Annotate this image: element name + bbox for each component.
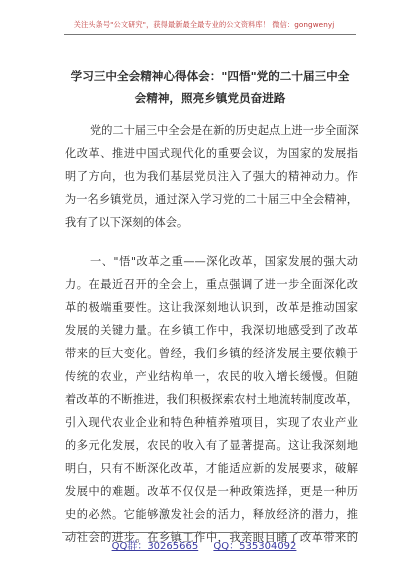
body-text-line: 史的必然。它能够激发社会的活力，释放经济的潜力，推 <box>65 508 358 521</box>
body-text-line: 革的极端重要性。这让我深刻地认识到，改革是推动国家 <box>65 301 358 314</box>
body-text-line: 我有了以下深刻的体会。 <box>65 216 189 229</box>
body-text-line: 动社会的进步。在乡镇工作中，我亲眼目睹了改革带来的 <box>65 531 358 544</box>
body-text-line: 明了方向，也为我们基层党员注入了强大的精神动力。作 <box>65 170 358 183</box>
body-text-line: 一、"悟"改革之重——深化改革，国家发展的强大动 <box>90 255 358 268</box>
body-text-line: 传统的农业，产业结构单一，农民的收入增长缓慢。但随 <box>65 370 358 383</box>
page-header-banner: 关注头条号"公文研究"，获得最新最全最专业的公文资料库！ 微信：gongwenyj <box>73 20 335 29</box>
footer-qq-group[interactable]: QQ群：30265665 <box>111 541 199 552</box>
body-text-line: 的多元化发展，农民的收入有了显著提高。这让我深刻地 <box>65 439 358 452</box>
document-title-line-1: 学习三中全会精神心得体会："四悟"党的二十届三中全 <box>70 69 350 83</box>
document-title-line-2: 会精神，照亮乡镇党员奋进路 <box>134 91 286 105</box>
body-text-line: 力。在最近召开的全会上，重点强调了进一步全面深化改 <box>65 278 358 291</box>
body-text-line: 带来的巨大变化。曾经，我们乡镇的经济发展主要依赖于 <box>65 347 358 360</box>
body-text-line: 发展中的难题。改革不仅仅是一种政策选择，更是一种历 <box>65 485 358 498</box>
body-text-line: 发展的关键力量。在乡镇工作中，我深切地感受到了改革 <box>65 324 358 337</box>
page-footer <box>0 537 408 552</box>
body-text-line: 明白，只有不断深化改革，才能适应新的发展要求，破解 <box>65 462 358 475</box>
header-divider <box>64 34 356 35</box>
body-text-line: 党的二十届三中全会是在新的历史起点上进一步全面深 <box>90 124 359 137</box>
footer-qq-contact[interactable]: QQ：535304092 <box>213 541 297 552</box>
body-text-line: 着改革的不断推进，我们积极探索农村土地流转制度改革， <box>65 393 358 406</box>
body-text-line: 引入现代农业企业和特色种植养殖项目，实现了农业产业 <box>65 416 358 429</box>
footer-divider <box>62 532 358 533</box>
body-text-line: 化改革、推进中国式现代化的重要会议，为国家的发展指 <box>65 147 358 160</box>
body-text-line: 为一名乡镇党员，通过深入学习党的二十届三中全会精神， <box>65 193 358 206</box>
